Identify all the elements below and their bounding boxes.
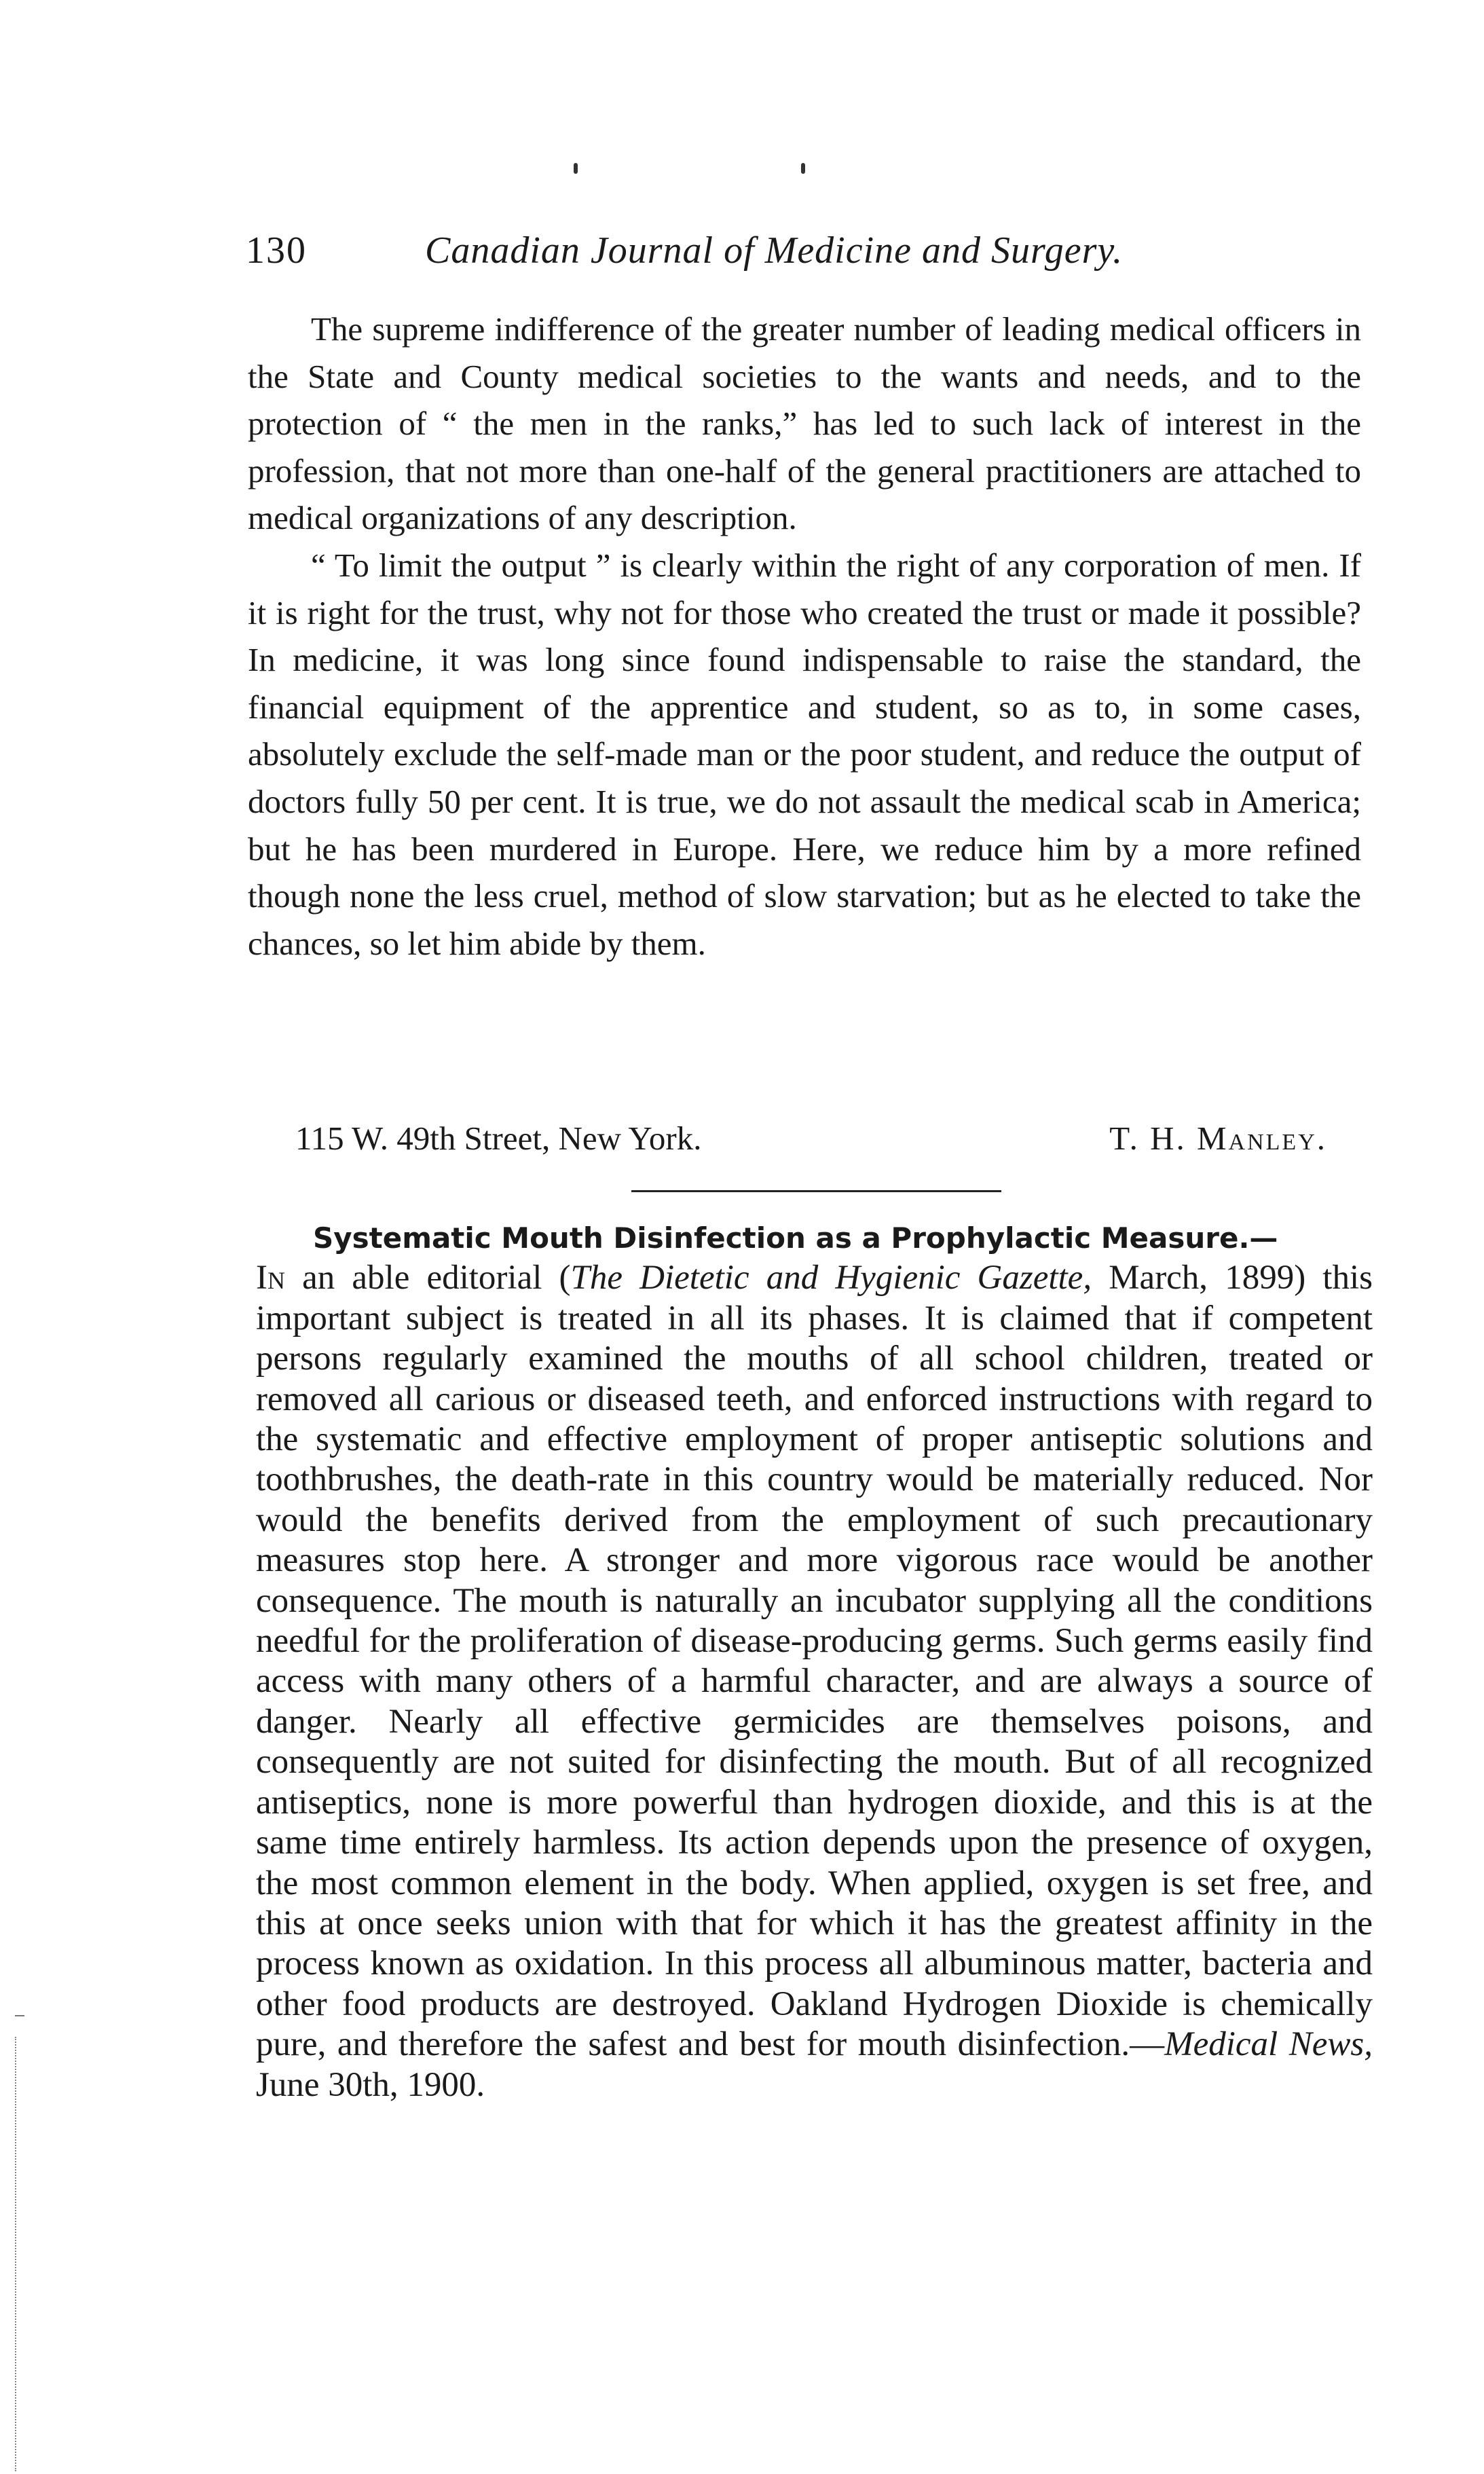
gutter-mark <box>15 2015 24 2016</box>
journal-title: Canadian Journal of Medicine and Surgery. <box>425 229 1124 272</box>
article-lead-word: In <box>256 1259 285 1297</box>
letter-body <box>248 306 1361 967</box>
gutter-dotted-line <box>15 2037 16 2471</box>
author-name: T. H. Manley. <box>1109 1120 1327 1157</box>
page-number: 130 <box>246 229 307 272</box>
running-head <box>246 227 1230 274</box>
article-body <box>256 1217 1373 2105</box>
author-address: 115 W. 49th Street, New York. <box>295 1120 702 1157</box>
stray-print-mark <box>801 163 805 174</box>
article-text: March, 1899) this important subject is treated in all its phases. It is claimed that if competent persons regularly examined the mouths of all school children, treated or removed all carious or diseased teeth, and enforced instructions with regard to the systematic and effective employment of proper antiseptic solutions and toothbrushes, the death-rate in this country would be materially reduced. Nor would the benefits derived from the employment of such precautionary measures stop here. A stronger and more vigorous race would be another consequence. The mouth is naturally an incubator supplying all the conditions needful for the proliferation of disease-producing germs. Such germs easily find access with many others of a harmful character, and are always a source of danger. Nearly all effective germicides are themselves poisons, and consequently are not suited for disinfecting the mouth. But of all recognized antiseptics, none is more powerful than hydrogen dioxide, and this is at the same time entirely harmless. Its action depends upon the presence of oxygen, the most common element in the body. When applied, oxygen is set free, and this at once seeks union with that for which it has the greatest affinity in the process known as oxidation. In this process all albuminous matter, bacteria and other food products are destroyed. Oakland Hydrogen Dioxide is chemically pure, and therefore the safest and best for mouth disinfection.— <box>256 1259 1373 2064</box>
letter-signature <box>295 1115 1327 1162</box>
article-intro: an able editorial ( <box>284 1259 571 1297</box>
letter-paragraph: “ To limit the output ” is clearly within the right of any corporation of men. If it is right for the trust, why not for those who created the trust or made it possible? In medicine, it was long since found indispensable to raise the standard, the financial equipment of the apprentice and student, so as to, in some cases, absolutely exclude the self-made man or the poor student, and reduce the output of doctors fully 50 per cent. It is true, we do not assault the medical scab in America; but he has been murdered in Europe. Here, we reduce him by a more refined though none the less cruel, method of slow starvation; but as he elected to take the chances, so let him abide by them. <box>248 546 1361 962</box>
section-divider <box>631 1190 1001 1192</box>
source-title: The Dietetic and Hygienic Gazette, <box>570 1259 1092 1297</box>
citation-date: June 30th, 1900. <box>256 2065 485 2104</box>
citation-source: Medical News, <box>1164 2025 1373 2064</box>
letter-paragraph: The supreme indifference of the greater number of leading medical officers in the State and County medical societies to the wants and needs, and to the protection of “ the men in the ranks,” has led to such lack of interest in the profession, that not more than one-half of the general practitioners are attached to medical organizations of any description. <box>248 310 1361 537</box>
article <box>256 1217 1373 2105</box>
article-heading: Systematic Mouth Disinfection as a Prophylactic Measure.— <box>313 1221 1278 1255</box>
stray-print-mark <box>574 163 578 174</box>
